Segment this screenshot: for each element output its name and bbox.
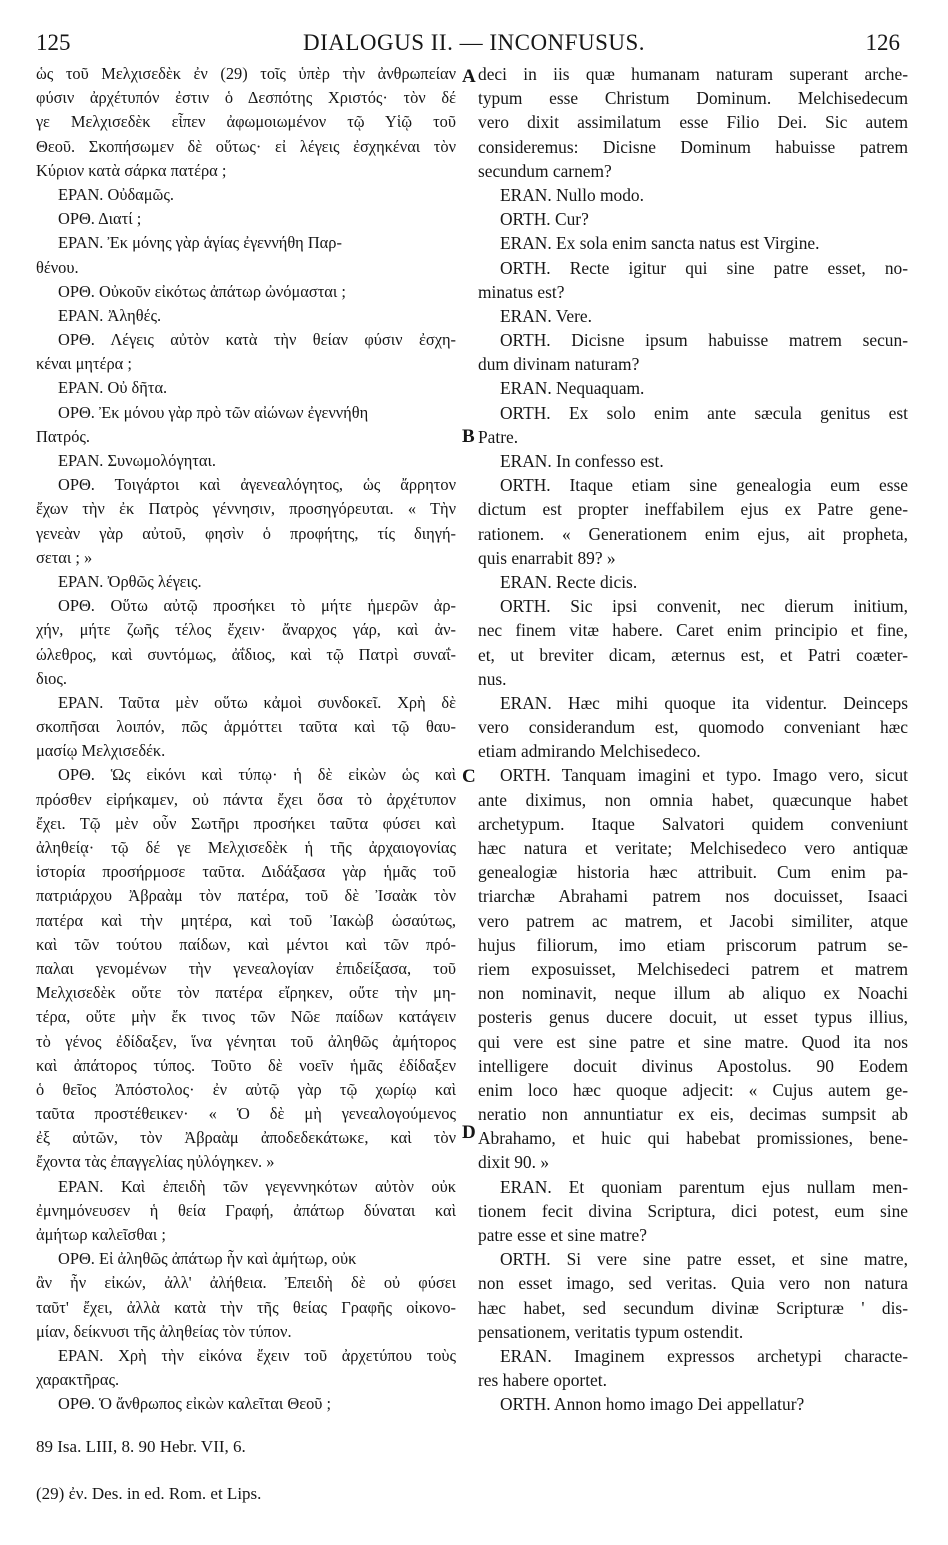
greek-text-line: ΟΡΘ. Ἐκ μόνου γὰρ πρὸ τῶν αἰώνων ἐγεννήθη (58, 402, 369, 422)
latin-text-line: etiam admirando Melchisedeco. (478, 741, 701, 762)
latin-text-line: ERAN. Hæc mihi quoque ita videntur. Deinceps (500, 692, 908, 713)
latin-text-line: hæc natura et veritate; Melchisedeco vero antiquæ (478, 838, 908, 858)
latin-text-line: archetypum. Itaque Salvatori quidem conveniunt (478, 813, 908, 834)
latin-text-line: deci in iis quæ humanam naturam superant arche- (478, 64, 908, 84)
latin-text-line: qui vere est sine patre et sine matre. Quod ita nos (478, 1031, 908, 1052)
greek-text-line: τὸ γένος ἐδίδαξεν, ἵνα γένηται τοῦ ἀληθῶς ἀμήτορος (36, 1031, 456, 1051)
greek-text-line: πατέρα καὶ τὴν μητέρα, καὶ τοῦ Ἰακὼβ ὡσαύτως, (36, 910, 456, 930)
page-number-right: 126 (865, 30, 900, 55)
greek-text-line: θένου. (36, 257, 79, 277)
greek-text-line: μασίῳ Μελχισεδέκ. (36, 741, 166, 761)
greek-text-line: χήν, μήτε ζωῆς τέλος ἔχειν· ἄναρχος γάρ, καὶ ἀν- (36, 620, 456, 640)
greek-text-line: διος. (36, 668, 67, 688)
greek-text-line: σεται ; » (36, 547, 93, 567)
greek-text-line: ΟΡΘ. Οὐκοῦν εἰκότως ἀπάτωρ ὠνόμασται ; (58, 281, 346, 301)
greek-text-line: κέναι μητέρα ; (36, 354, 132, 374)
greek-text-line: σκοπῆσαι λοιπόν, πῶς ἁρμόττει ταῦτα καὶ τῷ θαυ- (36, 717, 456, 737)
greek-text-line: ἐξ αὐτῶν, τὸν Ἀβραὰμ ἀποδεδεκάτωκε, καὶ τὸν (36, 1128, 456, 1148)
running-header (0, 30, 948, 60)
latin-text-line: ORTH. Cur? (500, 209, 589, 230)
greek-text-line: ὁ θεῖος Ἀπόστολος· ἐν αὐτῷ γὰρ τῷ χωρίῳ καὶ (36, 1079, 456, 1099)
greek-text-line: καὶ ἀπάτορος τύπος. Τοῦτο δὲ νοεῖν ἡμᾶς ἐδίδαξεν (36, 1055, 456, 1075)
greek-text-line: πατριάρχου Ἀβραὰμ τὸν πατέρα, τοῦ δὲ Ἰσαὰκ τὸν (36, 886, 456, 906)
greek-text-line: ΟΡΘ. Λέγεις αὐτὸν κατὰ τὴν θείαν φύσιν ἐσχη- (58, 330, 456, 350)
latin-text-line: dictum est propter ineffabilem ejus ex Patre gene- (478, 499, 908, 520)
latin-text-line: ERAN. Nullo modo. (500, 184, 644, 205)
greek-text-line: μίαν, δείκνυσι τῆς ἀληθείας τὸν τύπον. (36, 1321, 292, 1341)
latin-text-line: ERAN. Et quoniam parentum ejus nullam men- (500, 1176, 908, 1197)
latin-text-line: ORTH. Si vere sine patre esset, et sine matre, (500, 1249, 908, 1270)
latin-text-line: enim loco hæc quoque adjecit: « Cujus autem ge- (478, 1079, 908, 1100)
latin-text-line: non nominavit, neque illum ab aliquo ex Noachi (478, 983, 908, 1004)
latin-text-line: et, ut breviter dicam, æternus est, et Patri coæter- (478, 644, 908, 665)
latin-text-line: hujus filiorum, imo etiam priscorum patrum se- (478, 934, 908, 955)
latin-text-line: ORTH. Dicisne ipsum habuisse matrem secun- (500, 330, 908, 351)
latin-text-line: genealogiæ historia hæc attribuit. Cum enim pa- (478, 862, 908, 883)
greek-text-line: ἂν ἦν εἰκών, ἀλλ' ἀλήθεια. Ἐπειδὴ δὲ οὐ φύσει (36, 1273, 456, 1293)
greek-text-line: ΕΡΑΝ. Ταῦτα μὲν οὕτω κἀμοὶ συνδοκεῖ. Χρὴ δὲ (58, 692, 456, 712)
latin-text-line: tionem fecit divina Scriptura, dici potest, eum sine (478, 1200, 908, 1221)
greek-text-line: Θεοῦ. Σκοπήσωμεν δὲ οὕτως· εἰ λέγεις ἐσχηκέναι τὸν (36, 136, 456, 156)
greek-text-line: ΟΡΘ. Ὁ ἄνθρωπος εἰκὼν καλεῖται Θεοῦ ; (58, 1394, 332, 1414)
latin-text-line: ERAN. Ex sola enim sancta natus est Virgine. (500, 233, 820, 254)
latin-text-line: nec finem vitæ habere. Caret enim principio et fine, (478, 620, 908, 641)
latin-text-line: rationem. « Generationem enim ejus, ait propheta, (478, 523, 908, 544)
latin-text-line: posteris genus ducere docuit, ut esset typus illius, (478, 1007, 908, 1028)
latin-text-line: ERAN. Nequaquam. (500, 378, 645, 399)
greek-text-line: Κύριον κατὰ σάρκα πατέρα ; (36, 160, 227, 180)
greek-text-line: ἔχει. Τῷ μὲν οὖν Σωτῆρι προσήκει ταῦτα φύσει καὶ (36, 813, 456, 833)
latin-text-line: ORTH. Itaque etiam sine genealogia eum esse (500, 475, 908, 496)
greek-text-line: παλαι γενομένων τὴν γενεαλογίαν ἐπιδείξασα, τοῦ (36, 958, 456, 978)
latin-text-line: secundum carnem? (478, 160, 612, 181)
greek-text-line: ὡς τοῦ Μελχισεδὲκ ἐν (29) τοῖς ὑπὲρ τὴν ἀνθρωπείαν (36, 64, 456, 83)
latin-text-line: vero patrem ac matrem, et Jacobi similiter, atque (478, 910, 908, 931)
latin-text-line: nus. (478, 668, 507, 689)
latin-text-line: res habere oportet. (478, 1370, 607, 1391)
greek-text-line: γε Μελχισεδὲκ εἶπεν ἀφωμοιωμένον τῷ Υἱῷ τοῦ (36, 112, 456, 132)
margin-marker-c: C (462, 766, 476, 787)
latin-text-line: ORTH. Tanquam imagini et typo. Imago vero, sicut (500, 765, 908, 786)
greek-text-line: ΕΡΑΝ. Ὀρθῶς λέγεις. (58, 571, 202, 591)
greek-text-line: ἔχοντα τὰς ἐπαγγελίας ηὐλόγηκεν. » (36, 1152, 275, 1172)
greek-text-line: ΕΡΑΝ. Καὶ ἐπειδὴ τῶν γεγεννηκότων αὐτὸν οὐκ (58, 1176, 456, 1196)
latin-column (478, 62, 908, 1417)
page-number-left: 125 (36, 30, 71, 55)
latin-text-line: ORTH. Sic ipsi convenit, nec dierum initium, (500, 596, 908, 617)
greek-text-line: ἐμνημόνευσεν ἡ θεία Γραφή, ἀπάτωρ δύναται καὶ (36, 1200, 456, 1220)
latin-text-line: ERAN. Imaginem expressos archetypi characte- (500, 1345, 908, 1366)
latin-text-line: ERAN. Recte dicis. (500, 571, 638, 592)
latin-text-line: patre esse et sine matre? (478, 1225, 647, 1245)
latin-text-line: minatus est? (478, 281, 565, 302)
margin-marker-a: A (462, 66, 476, 87)
greek-text-line: ΟΡΘ. Οὕτω αὐτῷ προσήκει τὸ μήτε ἡμερῶν ἀρ- (58, 596, 456, 616)
greek-text-line: γενεὰν γὰρ αὐτοῦ, φησὶν ὁ προφήτης, τίς διηγή- (36, 523, 456, 543)
greek-text-line: φύσιν ἀρχέτυπόν ἐστιν ὁ Δεσπότης Χριστός· τὸν δέ (36, 88, 456, 108)
latin-text-line: hæc habet, sed secundum divinæ Scripturæ ' dis- (478, 1297, 908, 1318)
greek-column (36, 62, 456, 1417)
latin-text-line: ORTH. Ex solo enim ante sæcula genitus est (500, 402, 908, 423)
latin-text-line: pensationem, veritatis typum ostendit. (478, 1321, 744, 1342)
greek-text-line: ώλεθρος, καὶ συντόμως, ἀΐδιος, καὶ τῷ Πατρὶ συναΐ- (36, 644, 456, 664)
greek-text-line: τέρα, οὔτε μὴν ἔκ τινος τῶν Νῶε παίδων κατάγειν (36, 1007, 456, 1027)
greek-text-line: ΕΡΑΝ. Οὐδαμῶς. (58, 184, 174, 204)
footnote-variant: (29) ἐν. Des. in ed. Rom. et Lips. (36, 1484, 262, 1503)
latin-text-line: intelligere docuit divinus Apostolus. 90 Eodem (478, 1055, 908, 1076)
latin-text-line: dixit 90. » (478, 1152, 550, 1173)
latin-text-line: triarchæ Abrahami patrem nos docuisset, Isaaci (478, 886, 908, 907)
greek-text-line: Πατρός. (36, 426, 90, 446)
margin-marker-b: B (462, 426, 475, 447)
latin-text-line: riem exposuisset, Melchisedeci patrem et matrem (478, 958, 908, 979)
latin-text-line: non esset imago, sed veritas. Quia vero non natura (478, 1273, 908, 1294)
greek-text-line: ΟΡΘ. Εἰ ἀληθῶς ἀπάτωρ ἦν καὶ ἀμήτωρ, οὐκ (58, 1249, 357, 1269)
latin-text-line: dum divinam naturam? (478, 354, 640, 375)
margin-marker-d: D (462, 1122, 476, 1143)
latin-text-line: Patre. (478, 426, 519, 447)
running-title: DIALOGUS II. — INCONFUSUS. (302, 30, 646, 55)
greek-text-line: ΕΡΑΝ. Ἀληθές. (58, 305, 162, 325)
latin-text-line: neratio non annuntiatur ex eis, decimas sumpsit ab (478, 1104, 908, 1125)
latin-text-line: ERAN. In confesso est. (500, 451, 664, 471)
greek-text-line: ταῦτα προστέθεικεν· « Ὁ δὲ μὴ γενεαλογούμενος (36, 1104, 456, 1124)
footnote-references: 89 Isa. LIII, 8. 90 Hebr. VII, 6. (36, 1437, 246, 1456)
latin-text-line: typum esse Christum Dominum. Melchisedecum (478, 88, 908, 109)
greek-text-line: χαρακτῆρας. (36, 1370, 120, 1390)
greek-text-line: ΟΡΘ. Διατί ; (58, 209, 142, 229)
latin-text-line: Abrahamo, et huic qui habebat promissiones, bene- (478, 1128, 908, 1149)
greek-text-line: ΕΡΑΝ. Συνωμολόγηται. (58, 451, 216, 470)
greek-text-line: ΟΡΘ. Ὡς εἰκόνι καὶ τύπῳ· ἡ δὲ εἰκὼν ὡς καὶ (58, 765, 456, 785)
latin-text-line: ante diximus, non omnia habet, quæcunque habet (478, 789, 908, 810)
greek-text-line: ἱστορία προσήρμοσε ταῦτα. Διδάξασα γὰρ ἡμᾶς τοῦ (36, 862, 456, 882)
latin-text-line: consideremus: Dicisne Dominum habuisse patrem (478, 136, 908, 157)
latin-text-line: ORTH. Recte igitur qui sine patre esset, no- (500, 257, 908, 278)
latin-text-line: ERAN. Vere. (500, 305, 592, 326)
greek-text-line: ΕΡΑΝ. Οὐ δῆτα. (58, 378, 168, 398)
latin-text-line: vero considerandum est, quomodo conveniant hæc (478, 717, 908, 738)
greek-text-line: ΟΡΘ. Τοιγάρτοι καὶ ἀγενεαλόγητος, ὡς ἄρρητον (58, 475, 456, 495)
greek-text-line: ἀληθείᾳ· τῷ δέ γε Μελχισεδὲκ ἡ τῆς ἀρχαιογονίας (36, 838, 456, 857)
latin-text-line: ORTH. Annon homo imago Dei appellatur? (500, 1394, 805, 1415)
greek-text-line: ἀμήτωρ καλεῖσθαι ; (36, 1225, 166, 1244)
greek-text-line: ταῦτ' ἔχει, ἀλλὰ κατὰ τὴν τῆς θείας Γραφῆς οἰκονο- (36, 1297, 456, 1317)
greek-text-line: ΕΡΑΝ. Χρὴ τὴν εἰκόνα ἔχειν τοῦ ἀρχετύπου τοὺς (58, 1345, 456, 1365)
greek-text-line: πρόσθεν εἰρήκαμεν, οὐ πάντα ἔχει ὅσα τὸ ἀρχέτυπον (36, 789, 456, 809)
greek-text-line: Μελχισεδὲκ οὔτε τὸν πατέρα εἴρηκεν, οὔτε τὴν μη- (36, 983, 456, 1003)
greek-text-line: ἔχων τὴν ἐκ Πατρὸς γέννησιν, προσηγόρευται. « Τὴν (36, 499, 456, 519)
greek-text-line: ΕΡΑΝ. Ἐκ μόνης γὰρ ἁγίας ἐγεννήθη Παρ- (58, 233, 342, 253)
greek-text-line: καὶ τῶν τούτου παίδων, καὶ μέντοι καὶ τῶν πρό- (36, 934, 456, 954)
latin-text-line: quis enarrabit 89? » (478, 547, 616, 568)
latin-text-line: vero dixit assimilatum esse Filio Dei. Sic autem (478, 112, 908, 133)
